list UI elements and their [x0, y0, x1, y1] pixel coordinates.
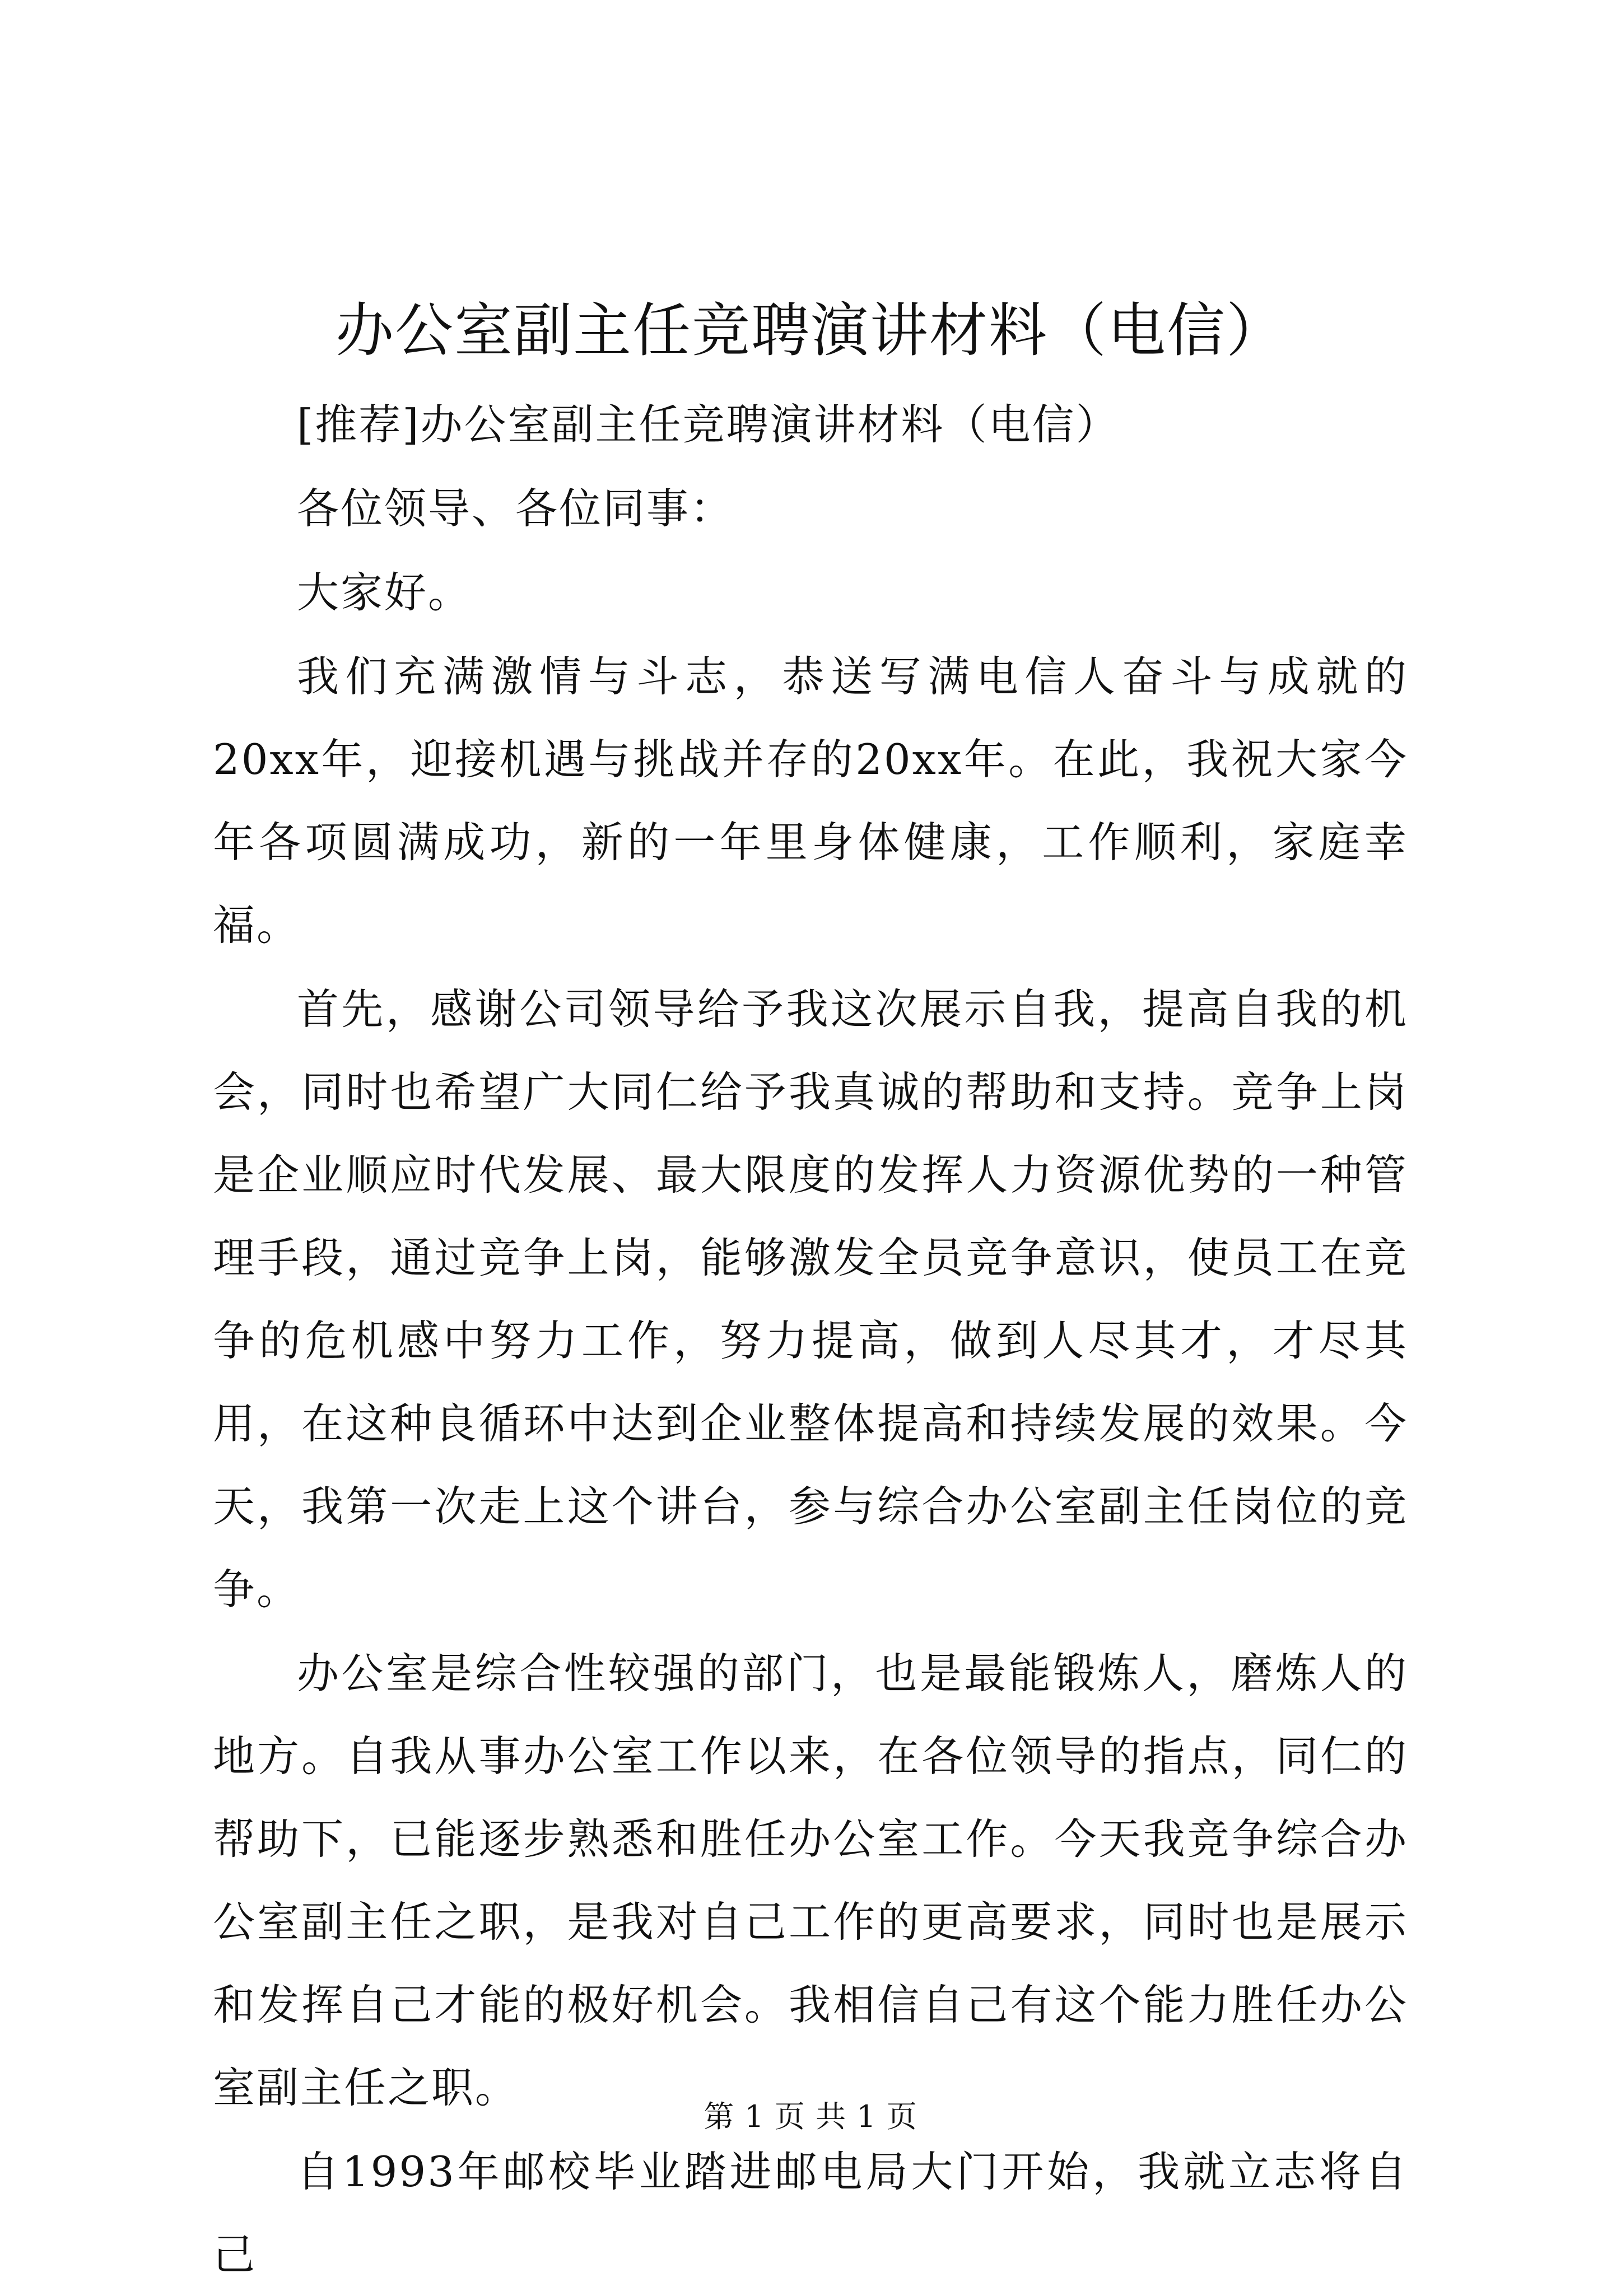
document-title: 办公室副主任竞聘演讲材料（电信） [335, 296, 1285, 365]
paragraph-recommend-title: [推荐]办公室副主任竞聘演讲材料（电信） [297, 400, 1120, 449]
paragraph-career: 自1993年邮校毕业踏进邮电局大门开始，我就立志将自己 [213, 2147, 1408, 2279]
paragraph-greeting: 大家好。 [297, 568, 472, 617]
paragraph-new-year: 我们充满激情与斗志，恭送写满电信人奋斗与成就的20xx年，迎接机遇与挑战并存的20xx年。在此，我祝大家今年各项圆满成功，新的一年里身体健康，工作顺利，家庭幸福。 [213, 652, 1408, 950]
document-body [213, 383, 1408, 2296]
paragraph-office: 办公室是综合性较强的部门，也是最能锻炼人，磨炼人的地方。自我从事办公室工作以来，在各位领导的指点，同仁的帮助下，已能逐步熟悉和胜任办公室工作。今天我竞争综合办公室副主任之职，是我对自己工作的更高要求，同时也是展示和发挥自己才能的极好机会。我相信自己有这个能力胜任办公室副主任之职。 [213, 1649, 1408, 2112]
paragraph-thanks: 首先，感谢公司领导给予我这次展示自我，提高自我的机会，同时也希望广大同仁给予我真诚的帮助和支持。竞争上岗是企业顺应时代发展、最大限度的发挥人力资源优势的一种管理手段，通过竞争上岗，能够激发全员竞争意识，使员工在竞争的危机感中努力工作，努力提高，做到人尽其才，才尽其用，在这种良循环中达到企业整体提高和持续发展的效果。今天，我第一次走上这个讲台，参与综合办公室副主任岗位的竞争。 [213, 984, 1408, 1614]
page-footer: 第 1 页 共 1 页 [704, 2099, 917, 2134]
paragraph-salutation: 各位领导、各位同事： [297, 484, 734, 533]
